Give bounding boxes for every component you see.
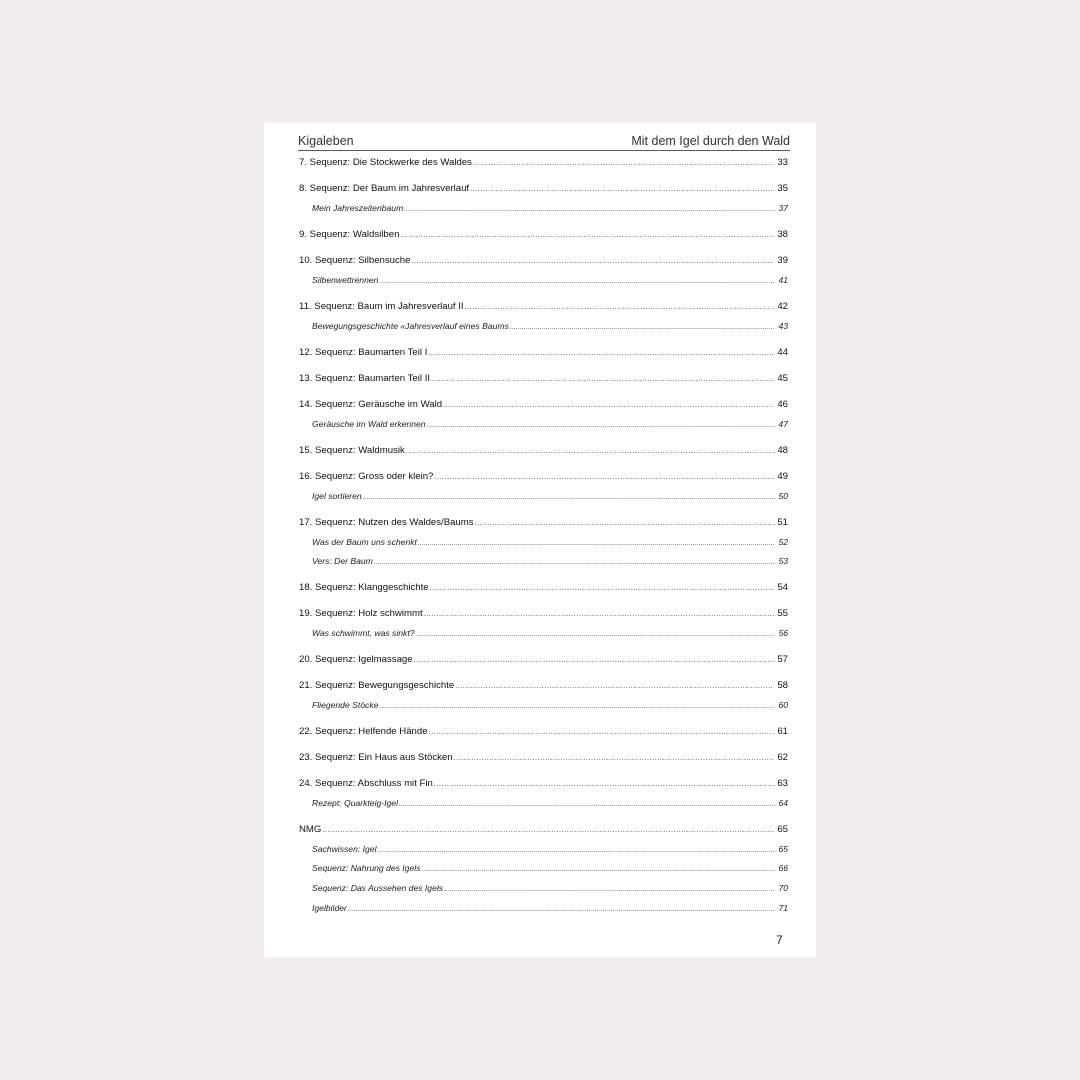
- toc-entry-label: 24. Sequenz: Abschluss mit Fin: [299, 778, 433, 789]
- toc-entry: [299, 445, 788, 456]
- toc-entry: [299, 752, 788, 763]
- dot-leader: [434, 474, 774, 481]
- dot-leader: [427, 422, 776, 429]
- toc-entry-page: 50: [778, 491, 788, 501]
- toc-entry-label: 17. Sequenz: Nutzen des Waldes/Baums: [299, 517, 474, 528]
- toc-entry-page: 58: [777, 680, 788, 691]
- toc-entry-label: 21. Sequenz: Bewegungsgeschichte: [299, 680, 455, 691]
- toc-entry-page: 66: [778, 863, 788, 873]
- toc-entry-page: 38: [777, 229, 788, 240]
- toc-entry-label: 15. Sequenz: Waldmusik: [299, 445, 405, 456]
- header-right: Mit dem Igel durch den Wald: [631, 134, 790, 148]
- toc-entry-label: NMG: [299, 824, 322, 835]
- toc-entry-label: 16. Sequenz: Gross oder klein?: [299, 471, 434, 482]
- dot-leader: [379, 703, 775, 710]
- toc-entry: [299, 517, 788, 528]
- dot-leader: [465, 304, 775, 311]
- toc-entry-label: Fliegende Stöcke: [312, 700, 379, 710]
- toc-entry-page: 35: [777, 183, 788, 194]
- toc-entry-label: 11. Sequenz: Baum im Jahresverlauf II: [299, 301, 464, 312]
- toc-entry: [299, 680, 788, 691]
- toc-entry-label: 12. Sequenz: Baumarten Teil I: [299, 347, 428, 358]
- toc-subentry: [312, 491, 788, 501]
- toc-entry-label: Sequenz: Nahrung des Igels: [312, 863, 421, 873]
- toc-entry-label: Vers: Der Baum: [312, 556, 373, 566]
- toc-entry-page: 63: [777, 778, 788, 789]
- toc-entry-label: Sequenz: Das Aussehen des Igels: [312, 883, 444, 893]
- dot-leader: [348, 906, 776, 913]
- page-number: 7: [776, 933, 783, 947]
- toc-entry-page: 52: [778, 537, 788, 547]
- dot-leader: [414, 657, 775, 664]
- toc-entry-page: 62: [777, 752, 788, 763]
- dot-leader: [404, 206, 775, 213]
- toc-entry-label: 14. Sequenz: Geräusche im Wald: [299, 399, 443, 410]
- dot-leader: [411, 258, 774, 265]
- toc-entry-page: 49: [777, 471, 788, 482]
- toc-entry-page: 57: [777, 654, 788, 665]
- toc-subentry: [312, 628, 788, 638]
- dot-leader: [378, 847, 776, 854]
- toc-entry: [299, 347, 788, 358]
- toc-entry-page: 48: [777, 445, 788, 456]
- dot-leader: [444, 886, 775, 893]
- dot-leader: [418, 540, 776, 547]
- toc-subentry: [312, 700, 788, 710]
- toc-entry-page: 56: [778, 628, 788, 638]
- toc-subentry: [312, 883, 788, 893]
- toc-subentry: [312, 556, 788, 566]
- toc-entry-label: Igel sortieren: [312, 491, 362, 501]
- toc-entry: [299, 654, 788, 665]
- toc-entry-page: 44: [777, 347, 788, 358]
- dot-leader: [428, 350, 774, 357]
- toc-subentry: [312, 275, 788, 285]
- toc-entry-label: Igelbilder: [312, 903, 347, 913]
- toc-entry: [299, 373, 788, 384]
- toc-entry-page: 47: [778, 419, 788, 429]
- toc-entry-page: 41: [778, 275, 788, 285]
- toc-entry-label: 20. Sequenz: Igelmassage: [299, 654, 413, 665]
- toc-entry-label: Was der Baum uns schenkt: [312, 537, 417, 547]
- dot-leader: [434, 781, 774, 788]
- dot-leader: [322, 827, 774, 834]
- dot-leader: [510, 324, 776, 331]
- dot-leader: [374, 559, 776, 566]
- toc-entry-label: Bewegungsgeschichte «Jahresverlauf eines Baums: [312, 321, 509, 331]
- dot-leader: [421, 866, 775, 873]
- toc-entry-label: Rezept: Quarkteig-Igel: [312, 798, 398, 808]
- toc-entry-page: 70: [778, 883, 788, 893]
- toc-entry-page: 71: [778, 903, 788, 913]
- toc-entry-page: 64: [778, 798, 788, 808]
- dot-leader: [443, 402, 774, 409]
- toc-subentry: [312, 419, 788, 429]
- toc-entry: [299, 608, 788, 619]
- dot-leader: [473, 160, 774, 167]
- toc-entry-page: 43: [778, 321, 788, 331]
- toc-entry-label: Silbenwettrennen: [312, 275, 379, 285]
- toc-entry-page: 65: [778, 844, 788, 854]
- dot-leader: [363, 494, 776, 501]
- toc-subentry: [312, 863, 788, 873]
- toc-entry-page: 54: [777, 582, 788, 593]
- toc-entry-label: Was schwimmt, was sinkt?: [312, 628, 415, 638]
- toc-entry: [299, 301, 788, 312]
- toc-entry-label: 7. Sequenz: Die Stockwerke des Waldes: [299, 157, 472, 168]
- toc-entry: [299, 183, 788, 194]
- toc-entry: [299, 582, 788, 593]
- toc-entry-page: 60: [778, 700, 788, 710]
- toc-entry: [299, 824, 788, 835]
- toc-entry-page: 39: [777, 255, 788, 266]
- toc-entry-page: 55: [777, 608, 788, 619]
- toc-subentry: [312, 203, 788, 213]
- dot-leader: [431, 376, 774, 383]
- toc-entry-page: 65: [777, 824, 788, 835]
- dot-leader: [416, 631, 776, 638]
- toc-entry: [299, 778, 788, 789]
- toc-subentry: [312, 321, 788, 331]
- dot-leader: [475, 520, 775, 527]
- toc-entry-page: 51: [777, 517, 788, 528]
- toc-entry-label: 23. Sequenz: Ein Haus aus Stöcken: [299, 752, 453, 763]
- toc-entry-label: Sachwissen: Igel: [312, 844, 377, 854]
- toc-subentry: [312, 798, 788, 808]
- toc-entry: [299, 726, 788, 737]
- toc-entry-label: 8. Sequenz: Der Baum im Jahresverlauf: [299, 183, 470, 194]
- toc-entry-page: 53: [778, 556, 788, 566]
- toc-entry-page: 61: [777, 726, 788, 737]
- toc-entry-label: Geräusche im Wald erkennen: [312, 419, 426, 429]
- toc-subentry: [312, 844, 788, 854]
- toc-entry-page: 45: [777, 373, 788, 384]
- document-page: [264, 123, 816, 957]
- toc-subentry: [312, 903, 788, 913]
- dot-leader: [379, 278, 775, 285]
- dot-leader: [455, 683, 774, 690]
- dot-leader: [400, 232, 774, 239]
- toc-entry-page: 42: [777, 301, 788, 312]
- dot-leader: [424, 611, 775, 618]
- toc-entry-label: 19. Sequenz: Holz schwimmt: [299, 608, 423, 619]
- toc-entry: [299, 229, 788, 240]
- toc-entry-label: 22. Sequenz: Helfende Hände: [299, 726, 428, 737]
- dot-leader: [399, 801, 775, 808]
- toc-entry-page: 46: [777, 399, 788, 410]
- dot-leader: [454, 755, 775, 762]
- dot-leader: [470, 186, 774, 193]
- toc-entry-label: Mein Jahreszeitenbaum: [312, 203, 404, 213]
- running-header: [298, 134, 790, 151]
- toc-entry-label: 13. Sequenz: Baumarten Teil II: [299, 373, 431, 384]
- toc-entry: [299, 471, 788, 482]
- dot-leader: [429, 729, 775, 736]
- toc-entry-label: 18. Sequenz: Klanggeschichte: [299, 582, 429, 593]
- header-left: Kigaleben: [298, 134, 354, 148]
- toc-entry: [299, 157, 788, 168]
- toc-entry-label: 9. Sequenz: Waldsilben: [299, 229, 400, 240]
- toc-entry: [299, 255, 788, 266]
- toc-entry: [299, 399, 788, 410]
- dot-leader: [406, 448, 775, 455]
- toc-entry-label: 10. Sequenz: Silbensuche: [299, 255, 411, 266]
- toc-entry-page: 37: [778, 203, 788, 213]
- toc-subentry: [312, 537, 788, 547]
- dot-leader: [430, 585, 775, 592]
- toc-entry-page: 33: [777, 157, 788, 168]
